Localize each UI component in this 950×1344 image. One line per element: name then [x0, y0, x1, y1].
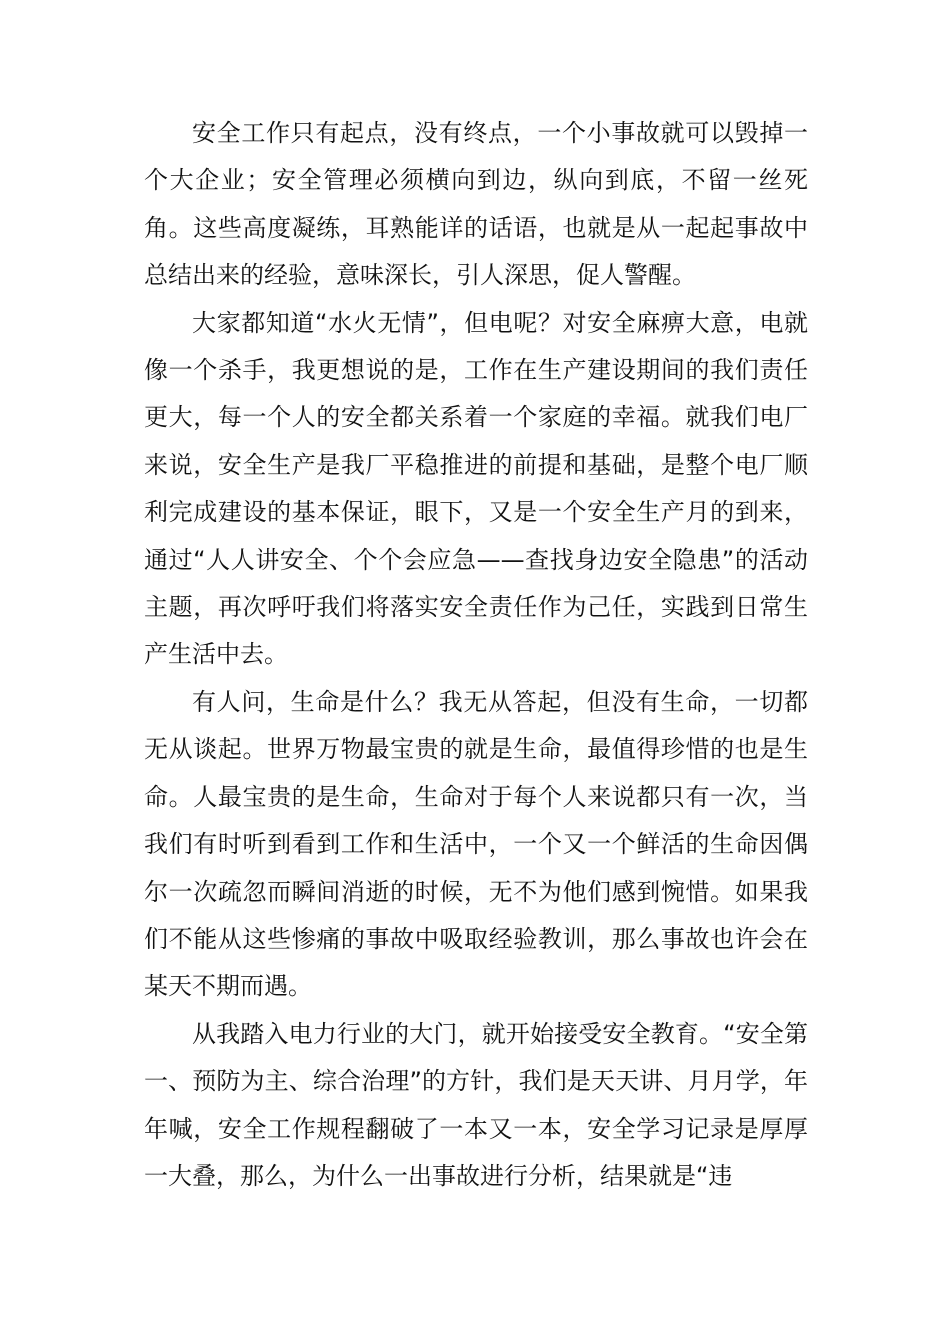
document-body: [144, 110, 808, 1200]
paragraph-1: 安全工作只有起点，没有终点，一个小事故就可以毁掉一个大企业；安全管理必须横向到边，纵向到底，不留一丝死角。这些高度凝练，耳熟能详的话语，也就是从一起起事故中总结出来的经验，意味深长，引人深思，促人警醒。: [144, 119, 808, 290]
paragraph-3: 有人问，生命是什么？我无从答起，但没有生命，一切都无从谈起。世界万物最宝贵的就是生命，最值得珍惜的也是生命。人最宝贵的是生命，生命对于每个人来说都只有一次，当我们有时听到看到工作和生活中，一个又一个鲜活的生命因偶尔一次疏忽而瞬间消逝的时候，无不为他们感到惋惜。如果我们不能从这些惨痛的事故中吸取经验教训，那么事故也许会在某天不期而遇。: [144, 687, 808, 1001]
paragraph-4: 从我踏入电力行业的大门，就开始接受安全教育。“安全第一、预防为主、综合治理”的方针，我们是天天讲、月月学，年年喊，安全工作规程翻破了一本又一本，安全学习记录是厚厚一大叠，那么，为什么一出事故进行分析，结果就是“违: [144, 1019, 808, 1190]
paragraph-2: 大家都知道“水火无情”，但电呢？对安全麻痹大意，电就像一个杀手，我更想说的是，工作在生产建设期间的我们责任更大，每一个人的安全都关系着一个家庭的幸福。就我们电厂来说，安全生产是我厂平稳推进的前提和基础，是整个电厂顺利完成建设的基本保证，眼下，又是一个安全生产月的到来，通过“人人讲安全、个个会应急——查找身边安全隐患”的活动主题，再次呼吁我们将落实安全责任作为己任，实践到日常生产生活中去。: [144, 308, 808, 669]
